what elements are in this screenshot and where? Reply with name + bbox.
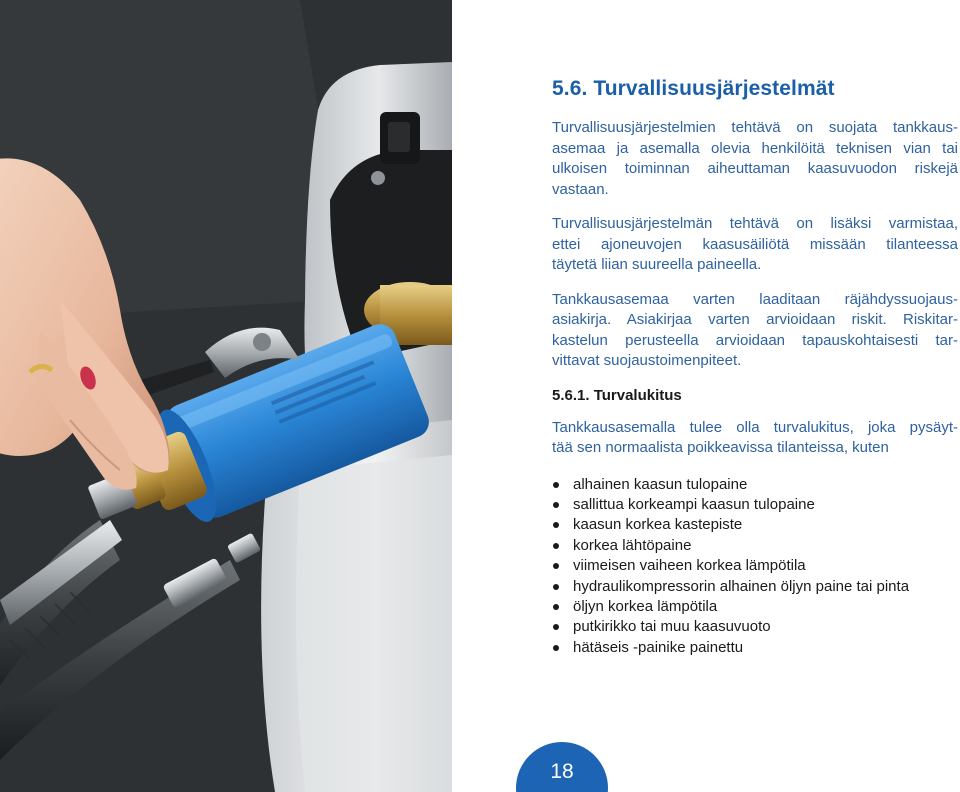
paragraph-line: Turvallisuusjärjestelmien tehtävä on suojata tankkaus- <box>552 119 958 136</box>
list-item: viimeisen vaiheen korkea lämpötila <box>552 556 958 576</box>
list-item: hätäseis -painike painettu <box>552 638 958 658</box>
paragraph-explosion-document <box>552 290 958 372</box>
text-column <box>552 76 958 658</box>
paragraph-line: asiakirja. Asiakirjaa varten arvioidaan riskit. Riskitar- <box>552 311 958 328</box>
list-item: sallittua korkeampi kaasun tulopaine <box>552 495 958 515</box>
list-item: putkirikko tai muu kaasuvuoto <box>552 617 958 637</box>
refuelling-illustration <box>0 0 452 792</box>
paragraph-line: asemaa ja asemalla olevia henkilöitä teknisen vian tai <box>552 139 958 157</box>
paragraph-line: vastaan. <box>552 180 609 198</box>
list-item: öljyn korkea lämpötila <box>552 597 958 617</box>
safety-lock-conditions-list <box>552 475 958 659</box>
paragraph-purpose <box>552 118 958 200</box>
paragraph-line: ettei ajoneuvojen kaasusäiliötä missään tilanteessa <box>552 235 958 253</box>
section-title: 5.6. Turvallisuusjärjestelmät <box>552 77 835 100</box>
paragraph-line: tää sen normaalista poikkeavissa tilanteissa, kuten <box>552 439 889 456</box>
page-number: 18 <box>550 760 574 783</box>
subsection-title: 5.6.1. Turvalukitus <box>552 386 682 404</box>
paragraph-overpressure <box>552 214 958 276</box>
paragraph-line: täytetä liian suureella paineella. <box>552 256 762 273</box>
paragraph-line: Turvallisuusjärjestelmän tehtävä on lisäksi varmistaa, <box>552 215 958 232</box>
list-item: alhainen kaasun tulopaine <box>552 475 958 495</box>
refuelling-photo <box>0 0 452 792</box>
paragraph-line: ulkoisen toiminnan aiheuttaman kaasuvuodon riskejä <box>552 160 958 177</box>
paragraph-safety-lock-intro <box>552 418 958 459</box>
paragraph-line: Tankkausasemaa varten laaditaan räjähdyssuojaus- <box>552 290 958 308</box>
paragraph-line: Tankkausasemalla tulee olla turvalukitus, joka pysäyt- <box>552 418 958 436</box>
list-item: kaasun korkea kastepiste <box>552 515 958 535</box>
list-item: korkea lähtöpaine <box>552 536 958 556</box>
list-item: hydraulikompressorin alhainen öljyn paine tai pinta <box>552 577 958 597</box>
paragraph-line: kastelun perusteella arvioidaan tapauskohtaisesti tar- <box>552 331 958 349</box>
paragraph-line: vittavat suojaustoimenpiteet. <box>552 352 742 369</box>
